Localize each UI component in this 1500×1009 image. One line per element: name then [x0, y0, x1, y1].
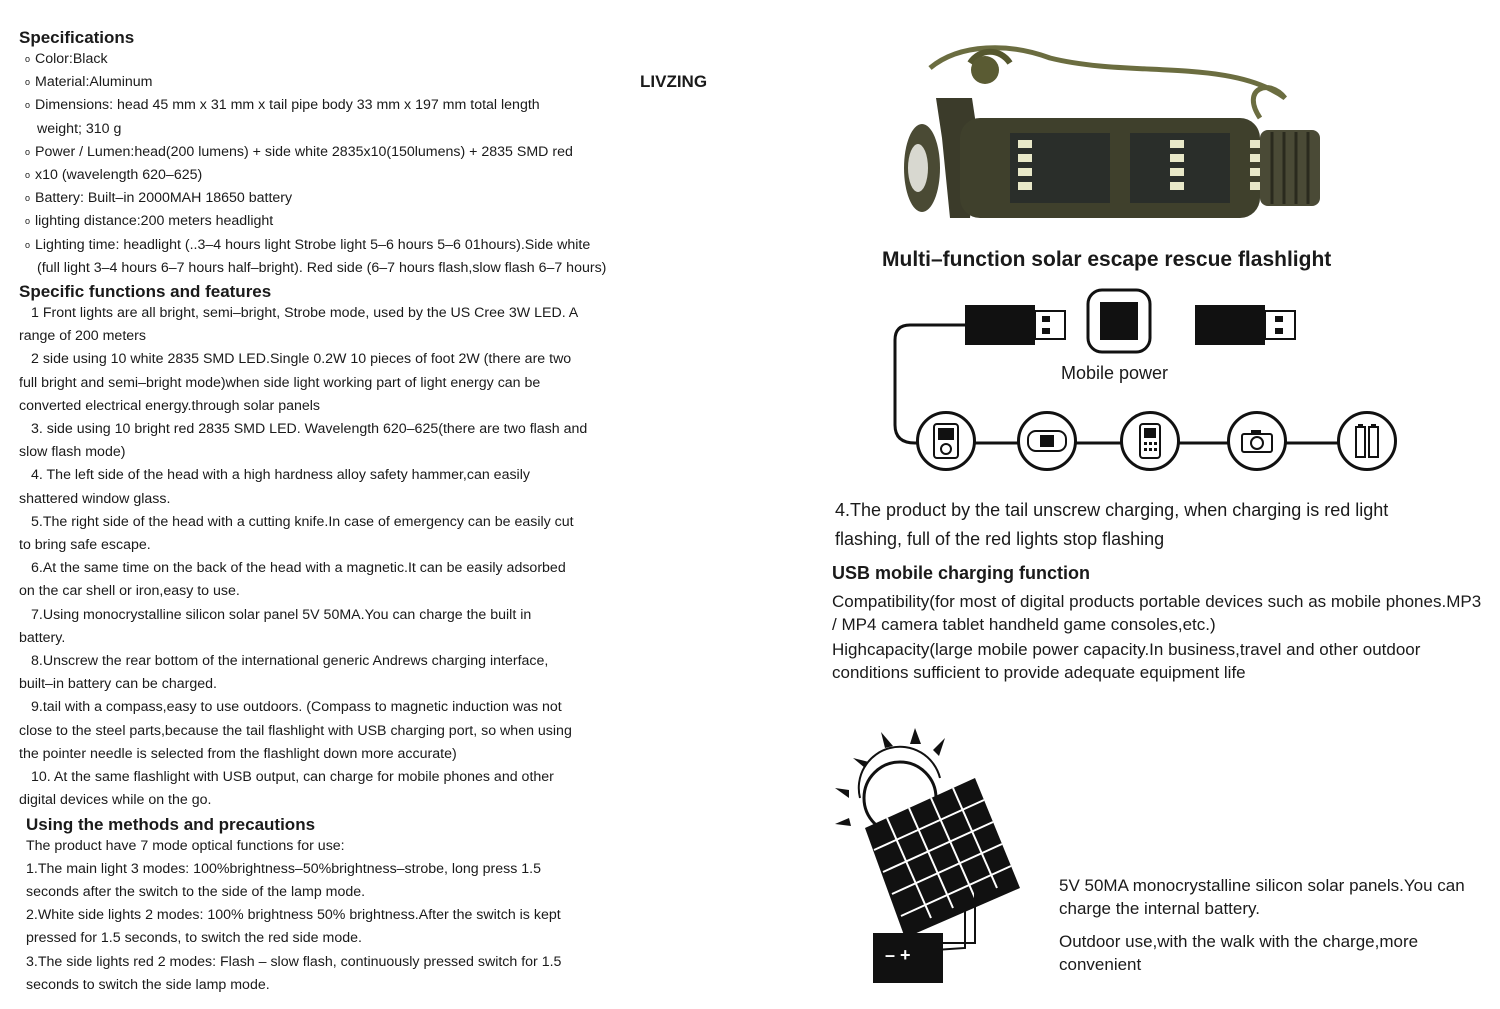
specifications-section — [19, 28, 659, 280]
features-text: range of 200 meters — [19, 328, 146, 345]
usb-compat-text — [832, 590, 1492, 636]
features-line — [19, 627, 659, 650]
methods-text: 3.The side lights red 2 modes: Flash – slow flash, continuously pressed switch for 1.5 — [26, 953, 562, 970]
features-text: converted electrical energy.through solar panels — [19, 397, 320, 414]
specifications-line — [19, 187, 659, 210]
features-text: 8.Unscrew the rear bottom of the international generic Andrews charging interface, — [31, 653, 549, 670]
features-text: full bright and semi–bright mode)when side light working part of light energy can be — [19, 374, 541, 391]
features-line — [19, 348, 659, 371]
specifications-text: weight; 310 g — [37, 120, 122, 137]
features-line — [19, 511, 659, 534]
specifications-line — [19, 71, 659, 94]
usb-capacity-line: conditions sufficient to provide adequate equipment life — [832, 663, 1246, 682]
usb-capacity-line: Highcapacity(large mobile power capacity.In business,travel and other outdoor — [832, 640, 1421, 659]
features-line — [19, 534, 659, 557]
features-text: shattered window glass. — [19, 490, 171, 507]
specifications-line — [19, 141, 659, 164]
specifications-line — [19, 257, 659, 280]
specifications-item — [19, 210, 659, 233]
features-item — [19, 302, 659, 348]
solar-panel-image — [835, 728, 1035, 990]
features-text: 4. The left side of the head with a high hardness alloy safety hammer,can easily — [31, 467, 530, 484]
features-text: 2 side using 10 white 2835 SMD LED.Single 0.2W 10 pieces of foot 2W (there are two — [31, 351, 572, 368]
features-item — [19, 418, 659, 464]
methods-line — [26, 904, 659, 927]
usb-plug-left — [965, 305, 1035, 345]
bullet-icon: o — [25, 193, 31, 204]
features-text: close to the steel parts,because the tail flashlight with USB charging port, so when using — [19, 722, 572, 739]
features-line — [19, 604, 659, 627]
usb-compat-line: Compatibility(for most of digital products portable devices such as mobile phones.MP3 — [832, 592, 1482, 611]
solar-line: charge the internal battery. — [1059, 899, 1260, 918]
usb-capacity-text — [832, 638, 1492, 684]
methods-item — [26, 858, 659, 904]
features-item — [19, 650, 659, 696]
features-section — [19, 282, 659, 812]
bullet-icon: o — [25, 216, 31, 227]
features-line — [19, 789, 659, 812]
methods-item — [26, 951, 659, 997]
bullet-icon: o — [25, 77, 31, 88]
specifications-item — [19, 234, 659, 280]
features-text: battery. — [19, 629, 66, 646]
features-item — [19, 696, 659, 766]
battery-pack-label: – + — [885, 945, 911, 965]
specifications-line — [19, 118, 659, 141]
specifications-item — [19, 187, 659, 210]
bullet-icon: o — [25, 54, 31, 64]
features-item — [19, 557, 659, 603]
features-text: digital devices while on the go. — [19, 792, 212, 809]
features-line — [19, 557, 659, 580]
features-item — [19, 348, 659, 418]
methods-text: The product have 7 mode optical functions for use: — [26, 837, 345, 854]
bullet-icon: o — [25, 100, 31, 111]
mobile-power-label: Mobile power — [1061, 363, 1169, 383]
specifications-line — [19, 210, 659, 233]
features-item — [19, 464, 659, 510]
left-column — [19, 28, 659, 997]
features-line — [19, 673, 659, 696]
features-text: 7.Using monocrystalline silicon solar panel 5V 50MA.You can charge the built in — [31, 606, 532, 623]
specifications-item — [19, 94, 659, 140]
methods-text: pressed for 1.5 seconds, to switch the red side mode. — [26, 930, 362, 947]
features-line — [19, 766, 659, 789]
specifications-text: Material:Aluminum — [35, 74, 153, 91]
specifications-item — [19, 48, 659, 71]
specifications-text: x10 (wavelength 620–625) — [35, 167, 203, 184]
features-text: 9.tail with a compass,easy to use outdoors. (Compass to magnetic induction was not — [31, 699, 562, 716]
features-item — [19, 511, 659, 557]
features-line — [19, 372, 659, 395]
mobile-phone-icon — [1120, 411, 1180, 471]
specifications-line — [19, 94, 659, 117]
features-line — [19, 302, 659, 325]
features-text: 6.At the same time on the back of the head with a magnetic.It can be easily adsorbed — [31, 560, 566, 577]
usb-heading: USB mobile charging function — [832, 563, 1091, 583]
features-heading: Specific functions and features — [19, 282, 272, 302]
features-text: 3. side using 10 bright red 2835 SMD LED. Wavelength 620–625(there are two flash and — [31, 421, 588, 438]
features-line — [19, 395, 659, 418]
mp3-player-icon — [916, 411, 976, 471]
specifications-item — [19, 164, 659, 187]
solar-text-2 — [1059, 930, 1499, 976]
methods-item — [26, 835, 659, 858]
camera-icon — [1227, 411, 1287, 471]
specifications-text: Dimensions: head 45 mm x 31 mm x tail pipe body 33 mm x 197 mm total length — [35, 97, 540, 114]
bullet-icon: o — [25, 146, 31, 157]
features-text: built–in battery can be charged. — [19, 676, 217, 693]
brand-name: LIVZING — [640, 72, 708, 91]
features-item — [19, 766, 659, 812]
methods-line — [26, 974, 659, 997]
features-text: 10. At the same flashlight with USB output, can charge for mobile phones and other — [31, 769, 554, 786]
solar-line: 5V 50MA monocrystalline silicon solar panels.You can — [1059, 876, 1465, 895]
specifications-text: Color:Black — [35, 51, 108, 67]
tail-charging-line: flashing, full of the red lights stop flashing — [835, 529, 1165, 549]
game-console-icon — [1017, 411, 1077, 471]
features-line — [19, 441, 659, 464]
methods-heading: Using the methods and precautions — [26, 814, 316, 834]
tail-charging-line: 4.The product by the tail unscrew charging, when charging is red light — [835, 500, 1389, 520]
methods-line — [26, 858, 659, 881]
features-text: on the car shell or iron,easy to use. — [19, 583, 240, 600]
specifications-line — [19, 234, 659, 257]
usb-plug-right — [1195, 305, 1265, 345]
specifications-text: lighting distance:200 meters headlight — [35, 213, 274, 230]
features-item — [19, 604, 659, 650]
tail-charging-text — [835, 496, 1475, 554]
methods-line — [26, 881, 659, 904]
features-line — [19, 650, 659, 673]
specifications-text: Battery: Built–in 2000MAH 18650 battery — [35, 190, 293, 207]
bullet-icon: o — [25, 239, 31, 250]
methods-line — [26, 927, 659, 950]
methods-line — [26, 951, 659, 974]
product-title: Multi–function solar escape rescue flashlight — [882, 248, 1332, 271]
methods-section — [19, 815, 659, 997]
specifications-line — [19, 48, 659, 71]
features-line — [19, 418, 659, 441]
features-line — [19, 720, 659, 743]
methods-item — [26, 904, 659, 950]
features-text: 5.The right side of the head with a cutting knife.In case of emergency can be easily cut — [31, 513, 574, 530]
methods-text: 1.The main light 3 modes: 100%brightness–50%brightness–strobe, long press 1.5 — [26, 860, 541, 877]
methods-text: seconds to switch the side lamp mode. — [26, 976, 270, 993]
specifications-line — [19, 164, 659, 187]
specifications-text: (full light 3–4 hours 6–7 hours half–bright). Red side (6–7 hours flash,slow flash 6–7 hours) — [37, 259, 607, 276]
specifications-text: Lighting time: headlight (..3–4 hours light Strobe light 5–6 hours 5–6 01hours).Side white — [35, 236, 591, 253]
usb-compat-line: / MP4 camera tablet handheld game consoles,etc.) — [832, 615, 1216, 634]
features-line — [19, 696, 659, 719]
features-line — [19, 488, 659, 511]
solar-line: Outdoor use,with the walk with the charge,more — [1059, 932, 1419, 951]
specifications-item — [19, 71, 659, 94]
methods-text: 2.White side lights 2 modes: 100% brightness 50% brightness.After the switch is kept — [26, 907, 561, 924]
bullet-icon: o — [25, 170, 31, 181]
solar-text-1 — [1059, 874, 1499, 920]
solar-line: convenient — [1059, 955, 1142, 974]
flashlight-image — [900, 38, 1350, 238]
specifications-item — [19, 141, 659, 164]
features-text: 1 Front lights are all bright, semi–bright, Strobe mode, used by the US Cree 3W LED. A — [31, 305, 579, 322]
specifications-text: Power / Lumen:head(200 lumens) + side white 2835x10(150lumens) + 2835 SMD red — [35, 143, 573, 160]
features-line — [19, 743, 659, 766]
specifications-heading: Specifications — [19, 28, 135, 47]
features-text: slow flash mode) — [19, 444, 126, 461]
features-line — [19, 464, 659, 487]
features-line — [19, 325, 659, 348]
features-text: the pointer needle is selected from the flashlight down more accurate) — [19, 745, 457, 762]
battery-icon — [1337, 411, 1397, 471]
features-text: to bring safe escape. — [19, 537, 151, 554]
features-line — [19, 580, 659, 603]
methods-line — [26, 835, 659, 858]
methods-text: seconds after the switch to the side of the lamp mode. — [26, 883, 366, 900]
